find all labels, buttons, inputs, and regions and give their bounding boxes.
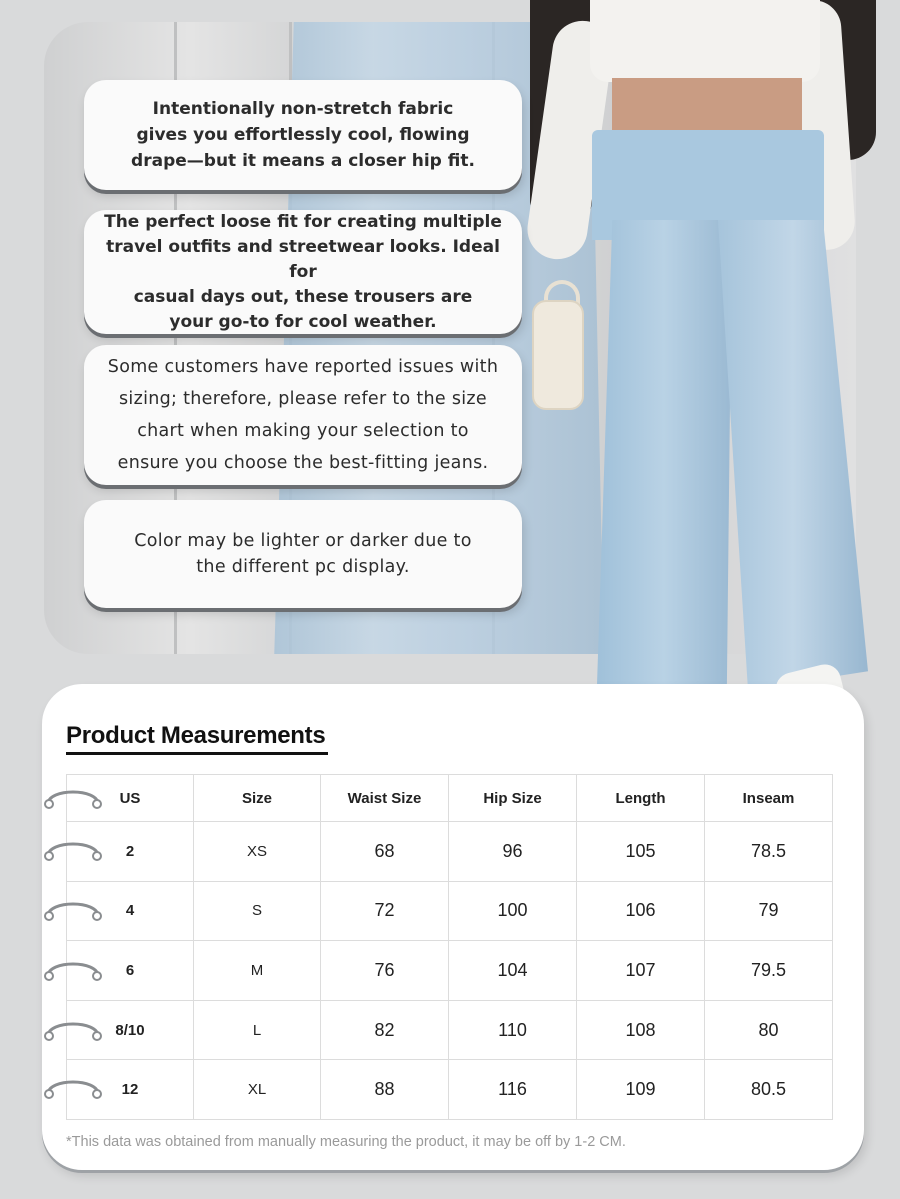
model-photo [520,0,900,760]
table-row [67,1060,833,1120]
binder-ring-icon [44,954,102,984]
table-header-row [67,775,833,822]
cell-inseam: 80.5 [705,1060,833,1120]
binder-ring-icon [44,894,102,924]
cell-us: 8/10 [67,1000,194,1060]
feature-card-color-note [84,500,522,608]
cell-length: 109 [577,1060,705,1120]
cell-inseam: 79.5 [705,941,833,1001]
cell-hip: 96 [449,822,577,882]
cell-us: 4 [67,881,194,941]
table-row [67,822,833,882]
cell-length: 107 [577,941,705,1001]
cell-us: 2 [67,822,194,882]
measurement-footnote: *This data was obtained from manually measuring the product, it may be off by 1-2 CM. [66,1134,626,1150]
cell-inseam: 79 [705,881,833,941]
binder-ring-icon [44,1014,102,1044]
measurements-table [66,774,833,1120]
cell-hip: 110 [449,1000,577,1060]
table-row [67,941,833,1001]
feature-card-text: Some customers have reported issues with sizing; therefore, please refer to the size chart when making your selection to ensure you choose the best-fitting jeans. [107,357,499,473]
cell-us: 6 [67,941,194,1001]
cell-waist: 68 [321,822,449,882]
cell-size: S [194,881,321,941]
table-row [67,1000,833,1060]
header-size: Size [194,775,321,822]
title-underline [66,752,328,755]
cell-length: 105 [577,822,705,882]
feature-card-text: The perfect loose fit for creating multiple travel outfits and streetwear looks. Ideal for casual days out, these trousers are your go-to for cool weather. [104,211,502,332]
header-us: US [67,775,194,822]
cell-waist: 82 [321,1000,449,1060]
cell-waist: 76 [321,941,449,1001]
cell-length: 108 [577,1000,705,1060]
cell-inseam: 80 [705,1000,833,1060]
cell-hip: 100 [449,881,577,941]
model-top [590,0,820,82]
cell-size: L [194,1000,321,1060]
jeans-leg-left [596,220,732,715]
cell-inseam: 78.5 [705,822,833,882]
header-inseam: Inseam [705,775,833,822]
cell-size: M [194,941,321,1001]
cell-us: 12 [67,1060,194,1120]
handbag [532,300,584,410]
jeans-leg-right [718,220,868,690]
feature-card-fabric [84,80,522,190]
binder-ring-icon [44,834,102,864]
measurements-title: Product Measurements [66,722,326,749]
cell-size: XL [194,1060,321,1120]
cell-hip: 116 [449,1060,577,1120]
header-waist: Waist Size [321,775,449,822]
table-row [67,881,833,941]
header-hip: Hip Size [449,775,577,822]
feature-card-text: Color may be lighter or darker due to the different pc display. [134,531,472,577]
cell-length: 106 [577,881,705,941]
binder-ring-icon [44,1072,102,1102]
header-length: Length [577,775,705,822]
cell-waist: 72 [321,881,449,941]
cell-size: XS [194,822,321,882]
cell-hip: 104 [449,941,577,1001]
feature-card-sizing-note [84,345,522,485]
binder-ring-icon [44,782,102,812]
cell-waist: 88 [321,1060,449,1120]
feature-card-text: Intentionally non-stretch fabric gives you effortlessly cool, flowing drape—but it means a closer hip fit. [131,99,475,171]
feature-card-fit [84,210,522,334]
